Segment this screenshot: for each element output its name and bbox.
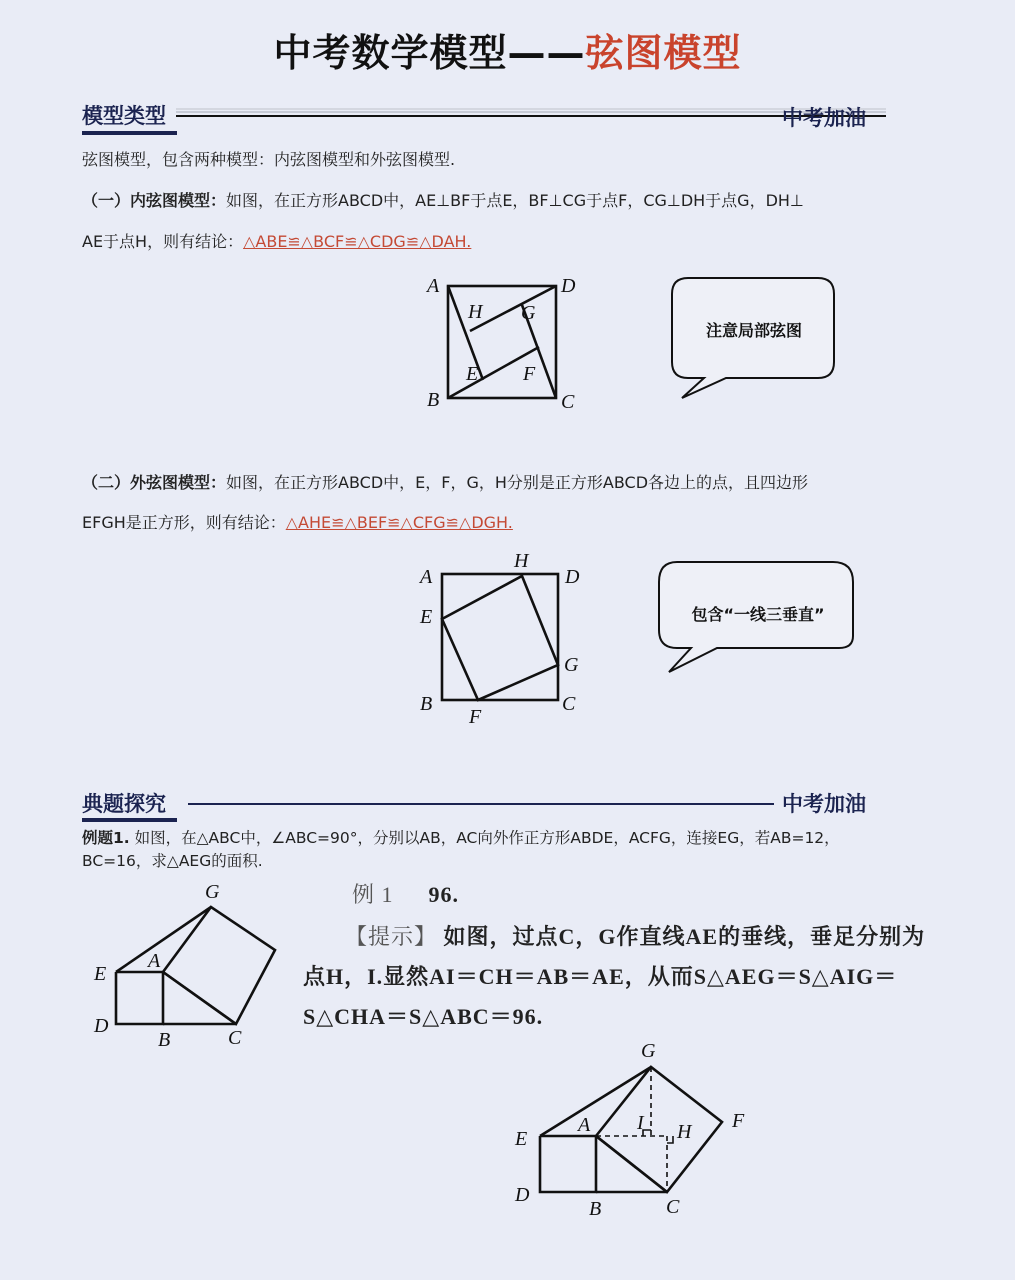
svg-text:D: D: [94, 1015, 109, 1037]
section-heading-examples: 典题探究: [82, 792, 166, 816]
outer-model-text-2: EFGH是正方形，则有结论：: [82, 513, 286, 532]
inner-model-text-2: AE于点H，则有结论：: [82, 232, 244, 251]
title-main: 中考数学模型——: [273, 31, 586, 75]
svg-text:D: D: [515, 1184, 530, 1206]
svg-text:F: F: [469, 706, 482, 728]
hint-line-1: [345, 920, 925, 951]
svg-text:F: F: [732, 1110, 745, 1132]
svg-text:B: B: [158, 1029, 171, 1051]
example-figure: [88, 876, 288, 1051]
svg-text:D: D: [561, 275, 576, 297]
svg-text:G: G: [521, 302, 536, 324]
hint-line-2: 点H，I.显然AI＝CH＝AB＝AE，从而S△AEG＝S△AIG＝: [303, 964, 898, 989]
outer-model-paragraph: [82, 475, 808, 491]
outer-model-conclusion-line: [82, 515, 513, 531]
svg-text:H: H: [677, 1121, 692, 1143]
section-heading-model-types: 模型类型: [82, 104, 166, 128]
svg-text:A: A: [578, 1114, 591, 1136]
inner-chord-diagram: [415, 268, 590, 418]
hint-line-3: S△CHA＝S△ABC＝96.: [303, 1004, 544, 1029]
section-divider-2: [188, 803, 774, 805]
svg-text:H: H: [514, 550, 529, 572]
svg-text:G: G: [564, 654, 579, 676]
svg-text:H: H: [468, 301, 483, 323]
inner-model-label: （一）内弦图模型：: [82, 191, 227, 210]
answer-label: 例 1: [352, 882, 394, 907]
hint-tag: 【提示】: [345, 924, 438, 949]
example-text-2: BC=16，求△AEG的面积.: [82, 852, 263, 870]
section-divider: [176, 115, 886, 117]
svg-text:I: I: [637, 1112, 644, 1134]
section-heading-underline-2: [82, 818, 177, 822]
svg-text:C: C: [666, 1196, 680, 1218]
inner-model-paragraph: [82, 193, 804, 209]
page-title: [0, 22, 1015, 77]
svg-text:E: E: [515, 1128, 528, 1150]
section-right-tag: 中考加油: [782, 106, 866, 130]
intro-text: 弦图模型，包含两种模型：内弦图模型和外弦图模型.: [82, 150, 456, 169]
svg-text:A: A: [420, 566, 433, 588]
hint-text-1: 如图，过点C，G作直线AE的垂线，垂足分别为: [443, 924, 926, 949]
svg-text:C: C: [562, 693, 576, 715]
svg-text:E: E: [94, 963, 107, 985]
bubble-text-inner: 注意局部弦图: [705, 321, 802, 340]
svg-text:A: A: [427, 275, 440, 297]
svg-text:C: C: [228, 1027, 242, 1049]
inner-model-text-1: 如图，在正方形ABCD中，AE⊥BF于点E，BF⊥CG于点F，CG⊥DH于点G，DH⊥: [226, 191, 804, 210]
inner-model-conclusion-line: [82, 234, 471, 250]
svg-text:E: E: [420, 606, 433, 628]
svg-text:B: B: [589, 1198, 602, 1220]
svg-text:F: F: [523, 363, 536, 385]
outer-model-label: （二）外弦图模型：: [82, 473, 227, 492]
section-heading-underline: [82, 131, 177, 135]
svg-text:D: D: [565, 566, 580, 588]
svg-text:A: A: [148, 950, 161, 972]
svg-text:E: E: [466, 363, 479, 385]
example-text-1: 如图，在△ABC中，∠ABC=90°，分别以AB，AC向外作正方形ABDE，ACFG，连接EG，若AB=12，: [134, 829, 840, 847]
answer-value: 96.: [428, 882, 460, 907]
title-topic: 弦图模型: [585, 31, 742, 75]
outer-chord-diagram: [412, 545, 592, 730]
svg-text:G: G: [641, 1040, 656, 1062]
solution-figure: [505, 1035, 765, 1225]
inner-model-conclusion: △ABE≌△BCF≌△CDG≌△DAH.: [243, 232, 472, 251]
svg-text:B: B: [420, 693, 433, 715]
svg-text:G: G: [205, 881, 220, 903]
section-right-tag-2: 中考加油: [782, 792, 866, 816]
answer-line: [352, 878, 459, 909]
svg-text:B: B: [427, 389, 440, 411]
outer-model-conclusion: △AHE≌△BEF≌△CFG≌△DGH.: [285, 513, 513, 532]
bubble-text-outer: 包含“一线三垂直”: [691, 605, 825, 624]
svg-text:C: C: [561, 391, 575, 413]
example-paragraph: [82, 831, 840, 847]
example-label: 例题1.: [82, 829, 130, 847]
outer-model-text-1: 如图，在正方形ABCD中，E，F，G，H分别是正方形ABCD各边上的点，且四边形: [226, 473, 809, 492]
